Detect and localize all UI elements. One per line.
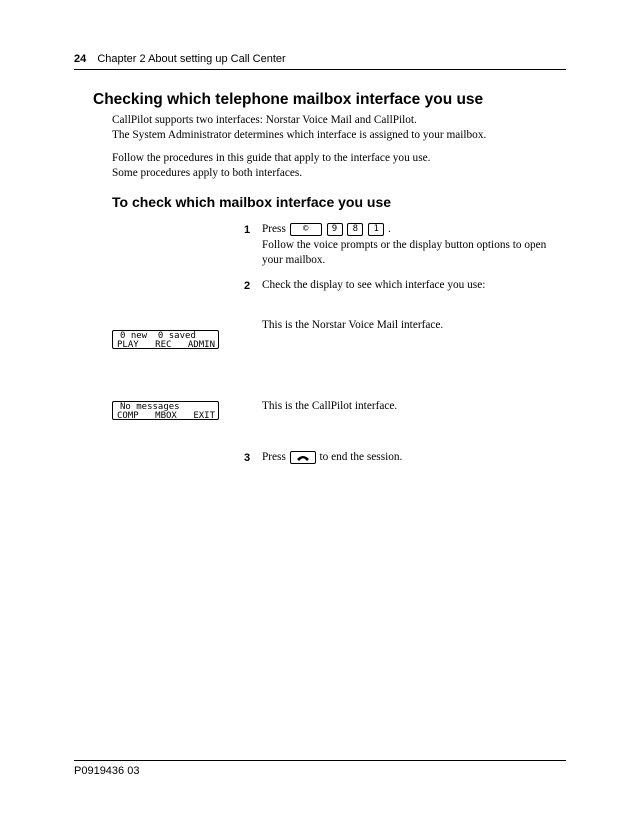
callpilot-caption: This is the CallPilot interface. xyxy=(262,400,398,412)
step-2-text: Check the display to see which interface you use: xyxy=(262,279,486,291)
display-button-admin: ADMIN xyxy=(187,340,215,350)
norstar-display-line: 0 new 0 saved xyxy=(120,331,196,341)
display-button-comp: COMP xyxy=(117,411,139,421)
intro-line-1: CallPilot supports two interfaces: Norstar Voice Mail and CallPilot. xyxy=(112,114,417,126)
procedure-title: To check which mailbox interface you use xyxy=(112,194,392,210)
step-2-number: 2 xyxy=(244,280,251,292)
section-title: Checking which telephone mailbox interface you use xyxy=(93,91,484,108)
key-9: 9 xyxy=(327,223,343,236)
intro-line-2: The System Administrator determines which interface is assigned to your mailbox. xyxy=(112,129,487,141)
display-button-rec: REC xyxy=(155,340,172,350)
norstar-caption: This is the Norstar Voice Mail interface. xyxy=(262,319,444,331)
callpilot-display xyxy=(112,401,219,420)
footer-rule xyxy=(74,760,566,761)
step-1-line-1 xyxy=(262,222,391,237)
key-1: 1 xyxy=(368,223,384,236)
running-header xyxy=(74,53,286,65)
step-1-number: 1 xyxy=(244,224,251,236)
display-button-play: PLAY xyxy=(117,340,139,350)
page-number: 24 xyxy=(74,53,87,65)
step-3-number: 3 xyxy=(244,452,251,464)
guide-line-1: Follow the procedures in this guide that apply to the interface you use. xyxy=(112,152,431,164)
step-1-press: Press xyxy=(262,223,286,235)
header-rule xyxy=(74,69,566,70)
display-button-mbox: MBOX xyxy=(155,411,177,421)
norstar-display xyxy=(112,330,219,349)
guide-line-2: Some procedures apply to both interfaces. xyxy=(112,167,303,179)
callpilot-display-line: No messages xyxy=(120,402,180,412)
step-3-text xyxy=(262,450,402,465)
release-handset-icon xyxy=(290,451,316,464)
step-1-line-2: Follow the voice prompts or the display button options to open xyxy=(262,239,547,251)
key-8: 8 xyxy=(347,223,363,236)
step-3-after: to end the session. xyxy=(319,451,403,463)
step-1-period: . xyxy=(388,223,391,235)
step-3-press: Press xyxy=(262,451,286,463)
norstar-display-buttons xyxy=(117,341,215,350)
step-1-line-3: your mailbox. xyxy=(262,254,326,266)
display-button-exit: EXIT xyxy=(193,411,215,421)
feature-key-icon: © xyxy=(290,223,322,236)
chapter-title: Chapter 2 About setting up Call Center xyxy=(97,53,286,65)
callpilot-display-buttons xyxy=(117,412,215,421)
doc-number: P0919436 03 xyxy=(74,765,140,777)
